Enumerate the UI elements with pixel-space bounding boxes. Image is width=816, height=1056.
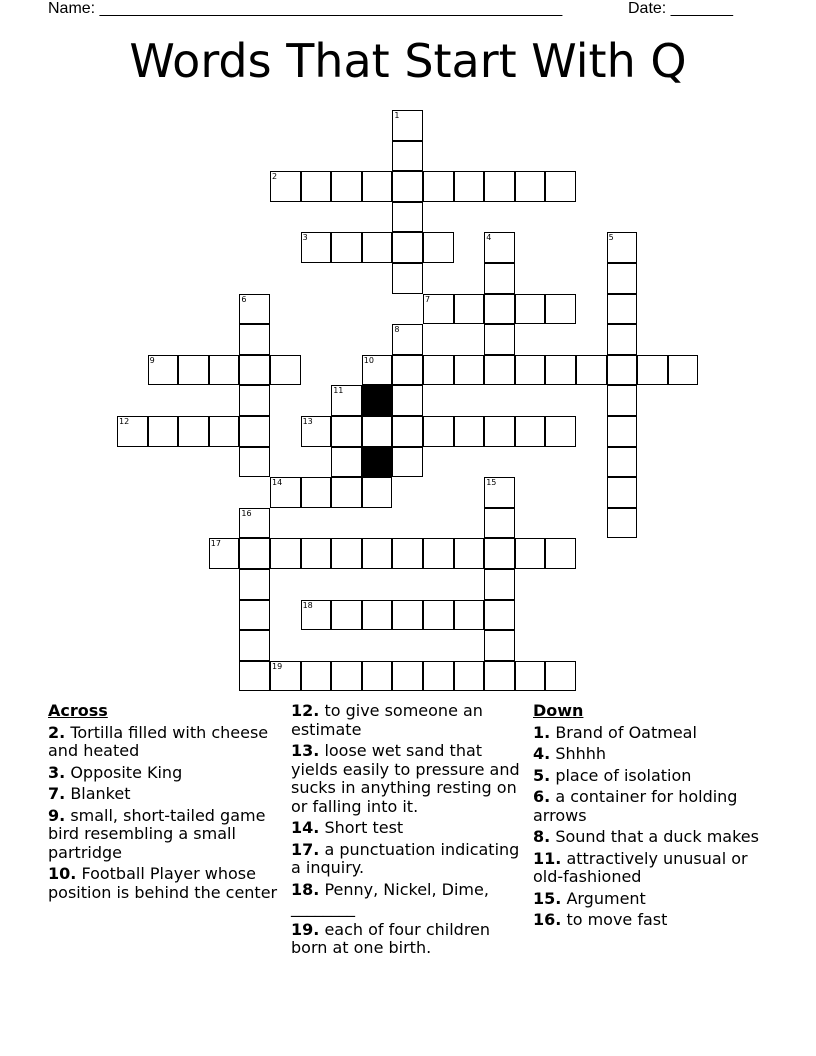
grid-cell[interactable] (331, 385, 362, 416)
grid-cell[interactable] (484, 630, 515, 661)
grid-cell[interactable] (484, 538, 515, 569)
grid-cell[interactable] (239, 324, 270, 355)
grid-cell[interactable] (301, 416, 332, 447)
grid-cell[interactable] (392, 110, 423, 141)
grid-cell[interactable] (362, 355, 393, 386)
grid-cell[interactable] (270, 171, 301, 202)
grid-cell[interactable] (668, 355, 699, 386)
grid-cell[interactable] (484, 232, 515, 263)
grid-cell[interactable] (392, 171, 423, 202)
grid-cell[interactable] (607, 447, 638, 478)
grid-cell[interactable] (392, 661, 423, 692)
grid-cell[interactable] (484, 263, 515, 294)
grid-cell[interactable] (239, 600, 270, 631)
clue-down-6: 6. a container for holding arrows (533, 787, 738, 825)
grid-cell[interactable] (484, 416, 515, 447)
clue-down-15: 15. Argument (533, 888, 646, 908)
clue-number: 2 (272, 172, 278, 182)
grid-cell[interactable] (515, 294, 546, 325)
grid-cell[interactable] (178, 355, 209, 386)
clue-column-1 (48, 702, 283, 905)
clue-number: 5 (608, 233, 614, 243)
grid-cell[interactable] (362, 477, 393, 508)
grid-cell[interactable] (301, 600, 332, 631)
grid-cell[interactable] (301, 171, 332, 202)
grid-cell[interactable] (484, 294, 515, 325)
clue-number: 10 (363, 355, 374, 365)
clue-down-16: 16. to move fast (533, 910, 668, 929)
grid-cell[interactable] (392, 141, 423, 172)
clue-number: 13 (302, 417, 313, 426)
clue-number: 18 (302, 600, 313, 610)
clue-down-11: 11. attractively unusual or old-fashioned (533, 848, 748, 886)
grid-cell[interactable] (484, 661, 515, 692)
grid-cell[interactable] (301, 538, 332, 569)
grid-cell[interactable] (423, 661, 454, 692)
grid-cell[interactable] (239, 294, 270, 325)
clue-number: 9 (149, 355, 155, 365)
grid-cell[interactable] (362, 538, 393, 569)
grid-cell[interactable] (148, 355, 179, 386)
grid-cell[interactable] (270, 477, 301, 508)
grid-cell[interactable] (392, 600, 423, 631)
grid-cell[interactable] (392, 385, 423, 416)
grid-cell[interactable] (301, 477, 332, 508)
grid-cell[interactable] (331, 171, 362, 202)
header (48, 0, 748, 22)
grid-cell[interactable] (239, 447, 270, 478)
grid-cell[interactable] (484, 600, 515, 631)
grid-cell[interactable] (239, 569, 270, 600)
grid-cell[interactable] (484, 324, 515, 355)
clue-number: 15 (486, 478, 497, 488)
clue-number: 17 (210, 539, 221, 549)
grid-cell[interactable] (484, 171, 515, 202)
grid-cell[interactable] (454, 171, 485, 202)
grid-cell[interactable] (515, 355, 546, 386)
clue-across-12: 12. to give someone an estimate (291, 701, 483, 739)
grid-cell[interactable] (454, 355, 485, 386)
clue-down-1: 1. Brand of Oatmeal (533, 722, 697, 742)
grid-cell[interactable] (209, 416, 240, 447)
grid-cell[interactable] (301, 661, 332, 692)
clue-column-3 (533, 702, 773, 933)
clue-number: 6 (241, 294, 247, 304)
grid-cell[interactable] (484, 508, 515, 539)
grid-cell[interactable] (148, 416, 179, 447)
grid-cell[interactable] (392, 447, 423, 478)
grid-cell[interactable] (239, 416, 270, 447)
clue-down-4: 4. Shhhh (533, 744, 607, 763)
grid-cell-blocked (362, 447, 393, 478)
grid-cell[interactable] (607, 477, 638, 508)
grid-cell[interactable] (454, 294, 485, 325)
grid-cell[interactable] (331, 447, 362, 478)
grid-cell[interactable] (545, 355, 576, 386)
page-title: Words That Start With Q (129, 34, 687, 88)
clue-number: 3 (302, 233, 308, 243)
grid-cell[interactable] (545, 416, 576, 447)
grid-cell[interactable] (484, 355, 515, 386)
grid-cell[interactable] (362, 661, 393, 692)
grid-cell[interactable] (607, 385, 638, 416)
clue-number: 8 (394, 325, 400, 335)
grid-cell[interactable] (607, 355, 638, 386)
grid-cell[interactable] (209, 355, 240, 386)
grid-cell[interactable] (392, 538, 423, 569)
grid-cell[interactable] (637, 355, 668, 386)
grid-cell[interactable] (270, 538, 301, 569)
grid-cell[interactable] (239, 508, 270, 539)
grid-cell[interactable] (423, 171, 454, 202)
grid-cell[interactable] (484, 477, 515, 508)
clue-number: 4 (486, 233, 492, 243)
clue-column-2 (291, 702, 526, 961)
grid-cell[interactable] (423, 355, 454, 386)
grid-cell[interactable] (239, 538, 270, 569)
grid-cell[interactable] (607, 324, 638, 355)
clue-across-10: 10. Football Player whose position is behind the center (48, 864, 278, 902)
clue-across-17: 17. a punctuation indicating a inquiry. (291, 839, 520, 877)
grid-cell[interactable] (362, 171, 393, 202)
grid-cell[interactable] (392, 232, 423, 263)
grid-cell[interactable] (209, 538, 240, 569)
grid-cell[interactable] (239, 630, 270, 661)
grid-cell[interactable] (423, 416, 454, 447)
grid-cell[interactable] (178, 416, 209, 447)
grid-cell[interactable] (454, 416, 485, 447)
grid-cell[interactable] (607, 294, 638, 325)
grid-cell[interactable] (270, 355, 301, 386)
grid-cell[interactable] (484, 569, 515, 600)
clue-down-5: 5. place of isolation (533, 765, 692, 785)
grid-cell[interactable] (515, 538, 546, 569)
grid-cell[interactable] (515, 661, 546, 692)
down-heading: Down (533, 701, 584, 720)
grid-cell[interactable] (545, 294, 576, 325)
date-line[interactable]: Date: _______ (628, 0, 733, 17)
grid-cell[interactable] (392, 202, 423, 233)
grid-cell[interactable] (331, 661, 362, 692)
grid-cell[interactable] (392, 324, 423, 355)
grid-cell[interactable] (545, 171, 576, 202)
grid-cell[interactable] (423, 232, 454, 263)
grid-cell[interactable] (454, 538, 485, 569)
clue-number: 19 (272, 661, 283, 671)
clue-number: 1 (394, 111, 400, 120)
clue-across-19: 19. each of four children born at one birth. (291, 919, 491, 957)
name-line[interactable]: Name: ____________________________________________________ (48, 0, 563, 17)
grid-cell[interactable] (239, 385, 270, 416)
clue-number: 14 (272, 478, 283, 488)
grid-cell[interactable] (454, 661, 485, 692)
grid-cell[interactable] (545, 538, 576, 569)
grid-cell[interactable] (331, 600, 362, 631)
grid-cell[interactable] (331, 416, 362, 447)
grid-cell[interactable] (362, 232, 393, 263)
clue-number: 12 (119, 417, 130, 426)
grid-cell[interactable] (331, 477, 362, 508)
grid-cell[interactable] (545, 661, 576, 692)
clue-across-7: 7. Blanket (48, 784, 131, 803)
clue-across-2: 2. Tortilla filled with cheese and heated (48, 722, 269, 760)
clue-across-18: 18. Penny, Nickel, Dime, ________ (291, 879, 489, 917)
clue-number: 11 (333, 386, 344, 396)
grid-cell[interactable] (117, 416, 148, 447)
grid-cell[interactable] (239, 661, 270, 692)
grid-cell[interactable] (270, 661, 301, 692)
clue-number: 16 (241, 508, 252, 518)
clue-number: 7 (425, 294, 431, 304)
grid-cell[interactable] (423, 294, 454, 325)
grid-cell[interactable] (331, 538, 362, 569)
grid-cell[interactable] (607, 508, 638, 539)
grid-cell[interactable] (515, 416, 546, 447)
grid-cell[interactable] (301, 232, 332, 263)
grid-cell-blocked (362, 385, 393, 416)
grid-cell[interactable] (392, 263, 423, 294)
clue-across-13: 13. loose wet sand that yields easily to pressure and sucks in anything resting on or falling into it. (291, 741, 520, 816)
grid-cell[interactable] (423, 538, 454, 569)
grid-cell[interactable] (576, 355, 607, 386)
grid-cell[interactable] (362, 416, 393, 447)
clue-across-3: 3. Opposite King (48, 762, 183, 782)
grid-cell[interactable] (607, 263, 638, 294)
grid-cell[interactable] (515, 171, 546, 202)
grid-cell[interactable] (239, 355, 270, 386)
grid-cell[interactable] (392, 416, 423, 447)
grid-cell[interactable] (423, 600, 454, 631)
clue-across-14: 14. Short test (291, 818, 404, 837)
grid-cell[interactable] (607, 232, 638, 263)
grid-cell[interactable] (607, 416, 638, 447)
grid-cell[interactable] (362, 600, 393, 631)
clue-down-8: 8. Sound that a duck makes (533, 827, 759, 846)
grid-cell[interactable] (392, 355, 423, 386)
clue-across-9: 9. small, short-tailed game bird resembling a small partridge (48, 805, 266, 862)
grid-cell[interactable] (454, 600, 485, 631)
grid-cell[interactable] (331, 232, 362, 263)
across-heading: Across (48, 701, 108, 720)
